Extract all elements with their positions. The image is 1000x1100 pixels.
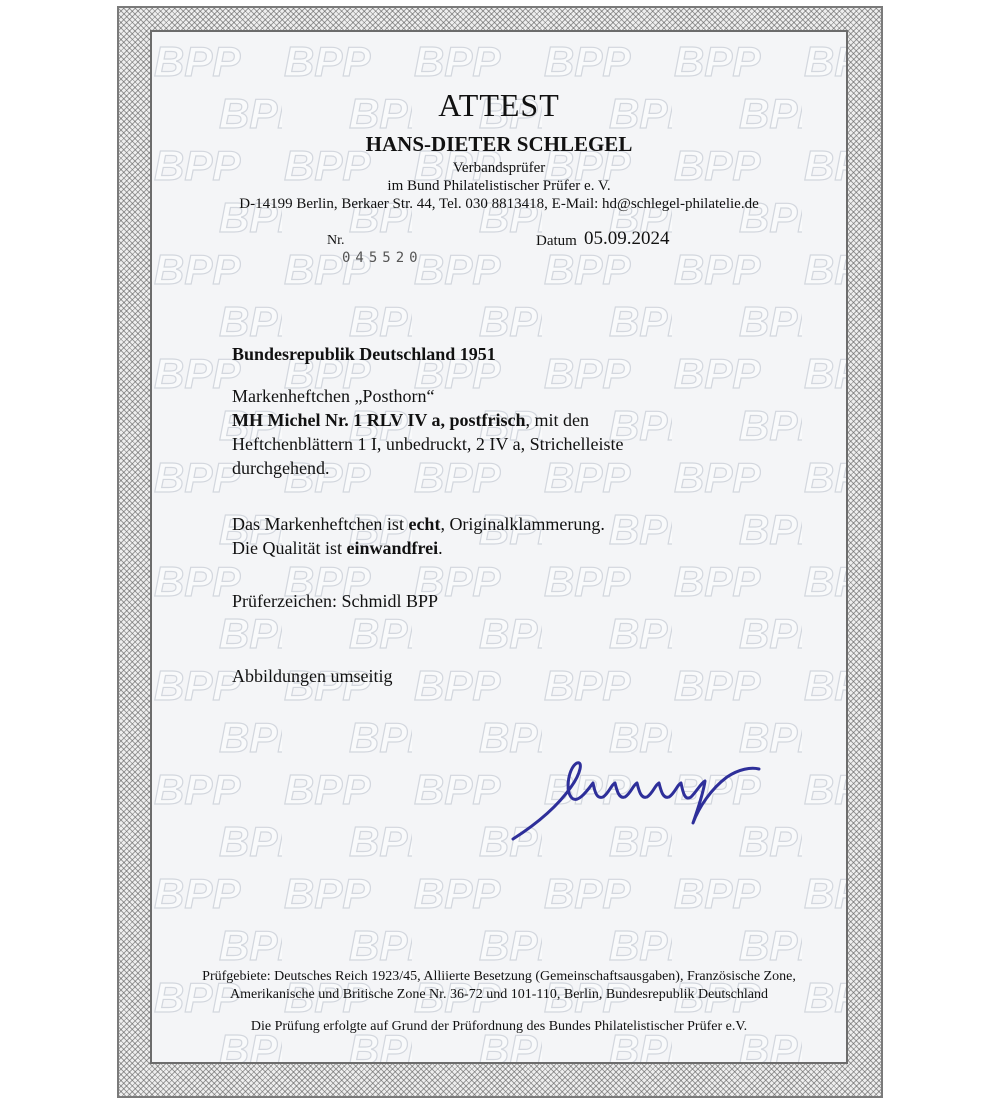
examination-regulation-note: Die Prüfung erfolgte auf Grund der Prüfordnung des Bundes Philatelistischer Prüfer e.V. [250,1019,748,1034]
quality-statement: Die Qualität ist einwandfrei. [232,538,443,558]
handwritten-signature [507,747,767,847]
item-line-1-rest: , mit den [525,410,590,430]
examiner-mark: Prüferzeichen: Schmidl BPP [232,591,438,611]
examiner-role: Verbandsprüfer [452,160,546,176]
certificate-number: 045520 [342,250,423,266]
certificate-panel [150,30,848,1064]
illustrations-note: Abbildungen umseitig [232,666,393,686]
examination-areas-line-1: Prüfgebiete: Deutsches Reich 1923/45, Alliierte Besetzung (Gemeinschaftsausgaben), Französische Zone, [202,969,796,984]
certificate-title: ATTEST [438,87,560,123]
certificate-number-label: Nr. [327,233,345,248]
item-line-2: Heftchenblättern 1 I, unbedruckt, 2 IV a, Strichelleiste [232,434,624,454]
examiner-address: D-14199 Berlin, Berkaer Str. 44, Tel. 030 8813418, E-Mail: hd@schlegel-philatelie.de [239,196,759,212]
genuineness-statement: Das Markenheftchen ist echt, Originalklammerung. [232,514,605,534]
examination-areas-line-2: Amerikanische und Britische Zone Nr. 36-72 und 101-110, Berlin, Bundesrepublik Deutschland [230,987,768,1002]
item-description [232,384,624,480]
examiner-name: HANS-DIETER SCHLEGEL [365,132,633,156]
item-title: Markenheftchen „Posthorn“ [232,386,435,406]
examiner-association: im Bund Philatelistischer Prüfer e. V. [387,178,611,194]
assessment [232,512,605,560]
item-line-1 [232,408,624,432]
date-label: Datum [536,233,577,249]
item-catalog-number: MH Michel Nr. 1 RLV IV a, postfrisch [232,410,526,430]
item-line-3: durchgehend. [232,458,330,478]
certificate-date: 05.09.2024 [584,228,670,249]
country-heading: Bundesrepublik Deutschland 1951 [232,344,496,364]
genuine-bold: echt [408,514,441,534]
quality-bold: einwandfrei [346,538,439,558]
